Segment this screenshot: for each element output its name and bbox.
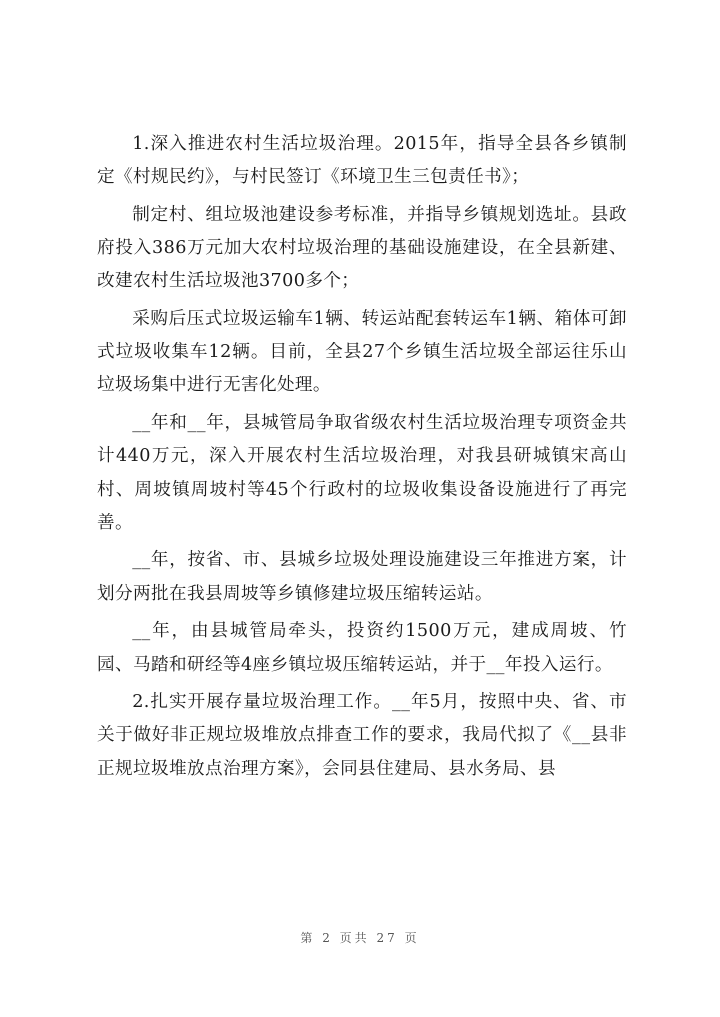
paragraph-3: 采购后压式垃圾运输车1辆、转运站配套转运车1辆、箱体可卸式垃圾收集车12辆。目前，全县27个乡镇生活垃圾全部运往乐山垃圾场集中进行无害化处理。 [97,309,627,396]
page-number-label: 第 2 页共 27 页 [300,931,420,945]
paragraph-6: __年，由县城管局牵头，投资约1500万元，建成周坡、竹园、马踏和研经等4座乡镇垃圾压缩转运站，并于__年投入运行。 [97,621,627,675]
paragraph-5: __年，按省、市、县城乡垃圾处理设施建设三年推进方案，计划分两批在我县周坡等乡镇修建垃圾压缩转运站。 [97,550,627,604]
paragraph-7: 2.扎实开展存量垃圾治理工作。__年5月，按照中央、省、市关于做好非正规垃圾堆放点排查工作的要求，我局代拟了《__县非正规垃圾堆放点治理方案》，会同县住建局、县水务局、县 [97,692,627,779]
document-body [97,128,627,790]
paragraph-4: __年和__年，县城管局争取省级农村生活垃圾治理专项资金共计440万元，深入开展农村生活垃圾治理，对我县研城镇宋高山村、周坡镇周坡村等45个行政村的垃圾收集设备设施进行了再完善。 [97,413,627,533]
paragraph-1: 1.深入推进农村生活垃圾治理。2015年，指导全县各乡镇制定《村规民约》，与村民签订《环境卫生三包责任书》； [97,134,627,188]
page-number-footer [0,929,720,946]
paragraph-2: 制定村、组垃圾池建设参考标准，并指导乡镇规划选址。县政府投入386万元加大农村垃圾治理的基础设施建设，在全县新建、改建农村生活垃圾池3700多个； [97,204,627,292]
